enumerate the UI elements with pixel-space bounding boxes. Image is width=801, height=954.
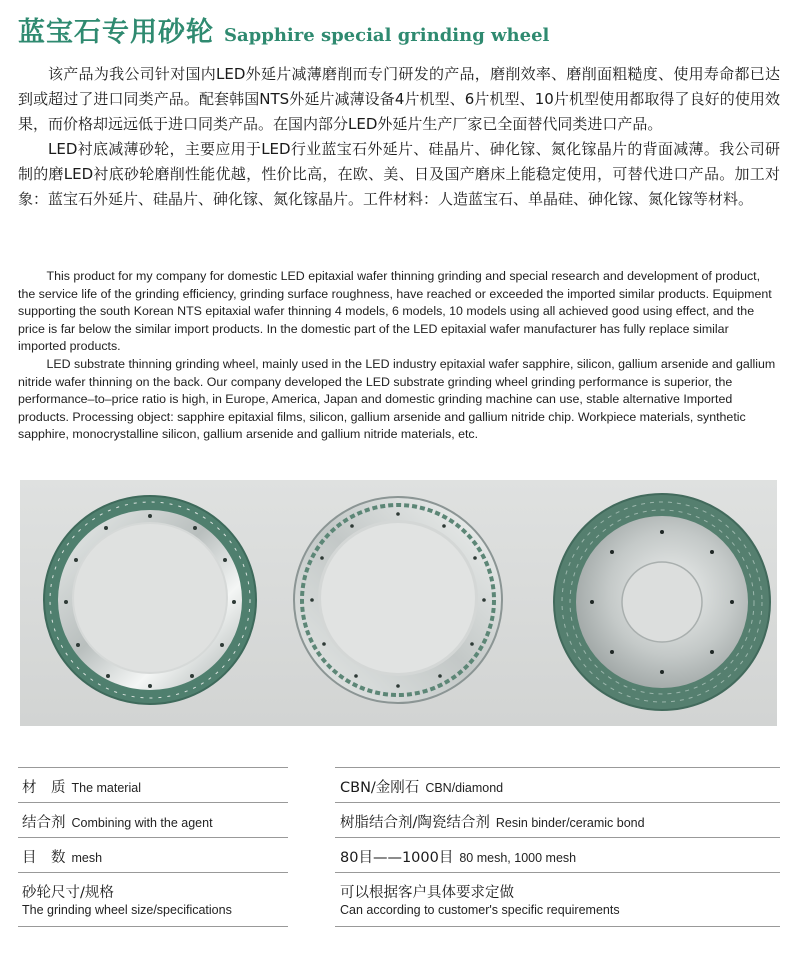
spec-label: 材 质 The material — [22, 780, 141, 796]
intro-en-paragraph-2: LED substrate thinning grinding wheel, mainly used in the LED industry epitaxial wafer sapphire, silicon, gallium arsenide and gallium nitride wafer thinning on the back. Our company developed the LED substrate grinding wheel grinding performance is superior, the performance–to–price ratio is high, in Europe, America, Japan and domestic grinding machine can use, stable alternative Imported products. Processing object: sapphire epitaxial films, silicon, gallium arsenide and gallium nitride chip. Workpiece materials, synthetic sapphire, monocrystalline silicon, gallium arsenide and gallium nitride materials, etc. — [18, 356, 776, 442]
spec-label: 目 数 mesh — [22, 850, 103, 866]
spec-table — [18, 768, 780, 927]
spec-row-bond — [18, 803, 780, 838]
intro-cn-paragraph-2: LED衬底减薄砂轮，主要应用于LED行业蓝宝石外延片、硅晶片、砷化镓、氮化镓晶片的背面减薄。我公司研制的磨LED衬底砂轮磨削性能优越，性价比高，在欧、美、日及国产磨床上能稳定使用，可替代进口产品。加工对象：蓝宝石外延片、硅晶片、砷化镓、氮化镓晶片。工件材料：人造蓝宝石、单晶硅、砷化镓、氮化镓等材料。 — [18, 140, 780, 208]
page-header — [18, 10, 549, 49]
spec-value: 可以根据客户具体要求定做 Can according to customer's specific requirements — [340, 885, 620, 917]
intro-cn-paragraph-1: 该产品为我公司针对国内LED外延片减薄磨削而专门研发的产品，磨削效率、磨削面粗糙度、使用寿命都已达到或超过了进口同类产品。配套韩国NTS外延片减薄设备4片机型、6片机型、10片机型使用都取得了良好的使用效果，而价格却远远低于进口同类产品。在国内部分LED外延片生产厂家已全面替代同类进口产品。 — [18, 65, 780, 133]
spec-row-material — [18, 768, 780, 803]
spec-value: 树脂结合剂/陶瓷结合剂 Resin binder/ceramic bond — [340, 815, 645, 831]
spec-value: CBN/金刚石 CBN/diamond — [340, 780, 504, 796]
spec-row-mesh — [18, 838, 780, 873]
intro-en-paragraph-1: This product for my company for domestic LED epitaxial wafer thinning grinding and special research and development of product, the service life of the grinding efficiency, grinding surface roughness, have reached or exceeded the imported similar products. Equipment supporting the south Korean NTS epitaxial wafer thinning 4 models, 6 models, 10 models using all achieved good using effect, and the price is far below the similar import products. In the domestic part of the LED epitaxial wafer manufacturer has fully replace similar imported products. — [18, 269, 772, 354]
intro-english — [18, 268, 780, 444]
page-title-en: Sapphire special grinding wheel — [224, 25, 550, 46]
intro-chinese — [18, 62, 780, 212]
page-title-cn: 蓝宝石专用砂轮 — [18, 17, 214, 48]
grinding-wheel-photo-2 — [294, 497, 502, 703]
grinding-wheel-photo-1 — [44, 496, 256, 704]
spec-row-size — [18, 873, 780, 927]
product-photo-panel — [20, 480, 777, 726]
grinding-wheel-photo-3 — [554, 494, 770, 710]
spec-label: 结合剂 Combining with the agent — [22, 815, 213, 831]
spec-value: 80目——1000目 80 mesh, 1000 mesh — [340, 850, 577, 866]
spec-label: 砂轮尺寸/规格 The grinding wheel size/specifications — [22, 885, 232, 917]
